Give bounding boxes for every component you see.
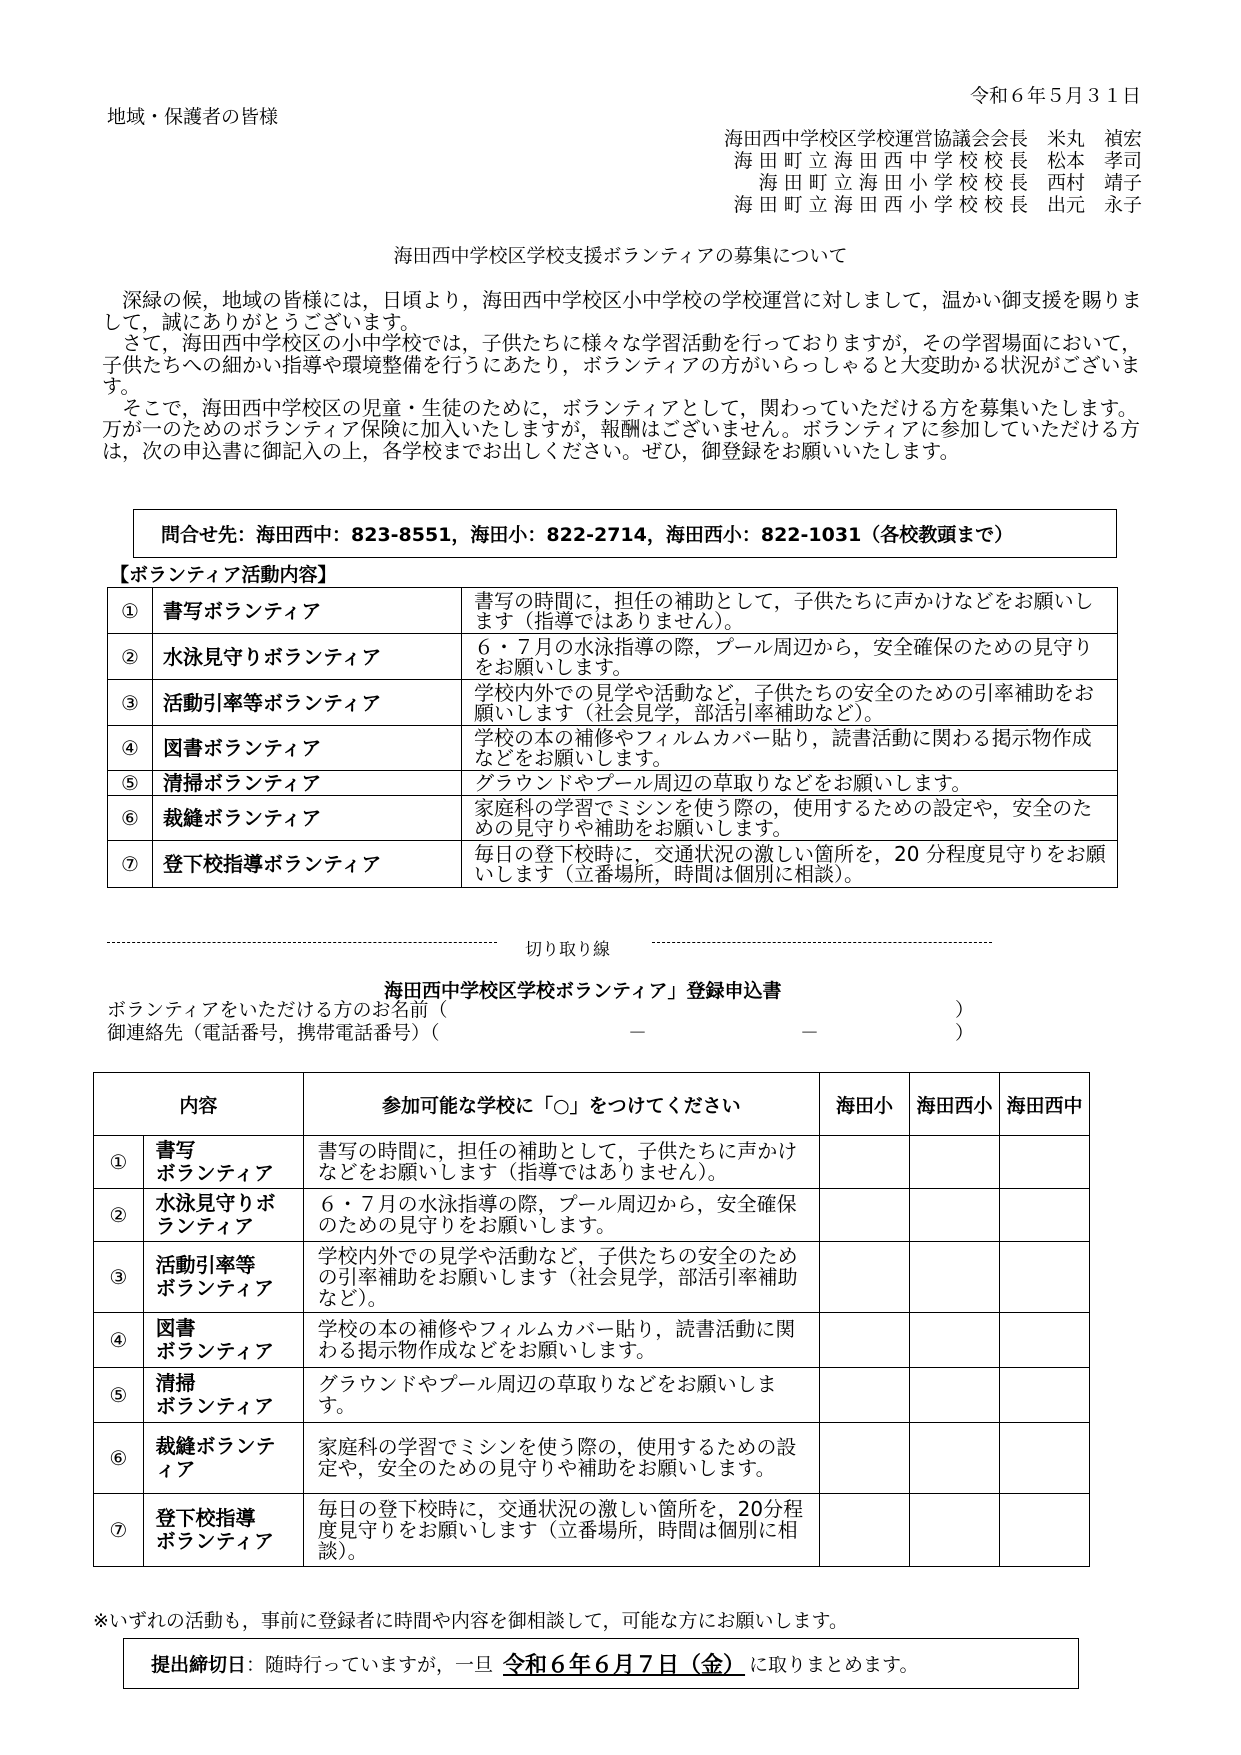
header-school-kaita: 海田小 (820, 1073, 910, 1136)
table-row (108, 680, 1118, 726)
cut-line-label: 切り取り線 (525, 940, 610, 960)
checkbox-cell-kaita-nishi-chu[interactable] (999, 1313, 1089, 1368)
body-paragraph: 深緑の候，地域の皆様には，日頃より，海田西中学校区小中学校の学校運営に対しまして，温かい御支援を賜りまして，誠にありがとうございます。 (102, 288, 1142, 334)
header-instruction: 参加可能な学校に「○」をつけてください (303, 1073, 819, 1136)
table-row (108, 771, 1118, 796)
activity-description: グラウンドやプール周辺の草取りなどをお願いします。 (462, 771, 1118, 796)
row-number: ④ (108, 726, 153, 771)
checkbox-cell-kaita[interactable] (820, 1368, 910, 1423)
activity-description: グラウンドやプール周辺の草取りなどをお願いします。 (303, 1368, 819, 1423)
table-row (108, 726, 1118, 771)
name-field-label[interactable]: ボランティアをいただける方のお名前（ (107, 999, 448, 1021)
activity-name: 裁縫ボランティア (153, 796, 462, 841)
deadline-text-after: に取りまとめます。 (749, 1654, 919, 1676)
table-row (94, 1313, 1090, 1368)
activity-description: 学校内外での見学や活動など，子供たちの安全のための引率補助をお願いします（社会見学，部活引率補助など）。 (462, 680, 1118, 726)
document-date: 令和６年５月３１日 (969, 85, 1141, 107)
checkbox-cell-kaita-nishi[interactable] (910, 1242, 1000, 1313)
row-number: ① (108, 588, 153, 634)
sender-line: 海 田 町 立 海 田 西 中 学 校 校 長 松本 孝司 (733, 150, 1142, 172)
activity-name: 登下校指導ボランティア (153, 841, 462, 888)
checkbox-cell-kaita[interactable] (820, 1423, 910, 1494)
row-number: ⑦ (108, 841, 153, 888)
activity-description: ６・７月の水泳指導の際，プール周辺から，安全確保のための見守りをお願いします。 (462, 634, 1118, 680)
checkbox-cell-kaita-nishi[interactable] (910, 1494, 1000, 1567)
activity-description: 学校の本の補修やフィルムカバー貼り，読書活動に関わる掲示物作成などをお願いします。 (462, 726, 1118, 771)
activity-name: 図書 ボランティア (143, 1313, 303, 1368)
row-number: ① (94, 1136, 144, 1189)
checkbox-cell-kaita-nishi-chu[interactable] (999, 1242, 1089, 1313)
table-row (94, 1189, 1090, 1242)
table-row (94, 1368, 1090, 1423)
checkbox-cell-kaita-nishi[interactable] (910, 1189, 1000, 1242)
document-title: 海田西中学校区学校支援ボランティアの募集について (393, 245, 848, 267)
table-row (108, 796, 1118, 841)
activity-name: 水泳見守りボランティア (153, 634, 462, 680)
contact-box (133, 509, 1117, 558)
deadline-date: 令和６年６月７日（金） (503, 1653, 746, 1678)
row-number: ③ (94, 1242, 144, 1313)
checkbox-cell-kaita-nishi-chu[interactable] (999, 1189, 1089, 1242)
activity-name: 図書ボランティア (153, 726, 462, 771)
phone-field-close: ） (955, 1022, 975, 1044)
header-content: 内容 (94, 1073, 304, 1136)
activity-name: 活動引率等ボランティア (153, 680, 462, 726)
activity-description: 家庭科の学習でミシンを使う際の，使用するための設定や，安全のための見守りや補助をお願いします。 (303, 1423, 819, 1494)
activities-heading: 【ボランティア活動内容】 (110, 564, 337, 586)
sender-line: 海田西中学校区学校運営協議会会長 米丸 禎宏 (723, 128, 1142, 150)
checkbox-cell-kaita-nishi[interactable] (910, 1423, 1000, 1494)
checkbox-cell-kaita[interactable] (820, 1189, 910, 1242)
row-number: ⑦ (94, 1494, 144, 1567)
row-number: ⑥ (108, 796, 153, 841)
checkbox-cell-kaita[interactable] (820, 1242, 910, 1313)
activity-name: 裁縫ボランテ ィア (143, 1423, 303, 1494)
contact-text: 問合せ先：海田西中：823-8551，海田小：822-2714，海田西小：822-1031（各校教頭まで） (161, 524, 1014, 546)
deadline-text-before: ：随時行っていますが，一旦 (246, 1654, 494, 1676)
checkbox-cell-kaita-nishi-chu[interactable] (999, 1423, 1089, 1494)
table-row (94, 1494, 1090, 1567)
activity-name: 登下校指導 ボランティア (143, 1494, 303, 1567)
checkbox-cell-kaita-nishi-chu[interactable] (999, 1136, 1089, 1189)
activity-description: ６・７月の水泳指導の際，プール周辺から，安全確保のための見守りをお願いします。 (303, 1189, 819, 1242)
row-number: ④ (94, 1313, 144, 1368)
activity-name: 清掃ボランティア (153, 771, 462, 796)
row-number: ⑤ (108, 771, 153, 796)
checkbox-cell-kaita-nishi[interactable] (910, 1313, 1000, 1368)
checkbox-cell-kaita[interactable] (820, 1494, 910, 1567)
checkbox-cell-kaita-nishi-chu[interactable] (999, 1368, 1089, 1423)
activity-name: 水泳見守りボ ランティア (143, 1189, 303, 1242)
body-paragraph: さて，海田西中学校区の小中学校では，子供たちに様々な学習活動を行っておりますが，その学習場面において，子供たちへの細かい指導や環境整備を行うにあたり，ボランティアの方がいらっしゃると大変助かる状況がございます。 (102, 331, 1142, 398)
activity-description: 学校の本の補修やフィルムカバー貼り，読書活動に関わる掲示物作成などをお願いします。 (303, 1313, 819, 1368)
activity-description: 学校内外での見学や活動など，子供たちの安全のための引率補助をお願いします（社会見学，部活引率補助など）。 (303, 1242, 819, 1313)
row-number: ③ (108, 680, 153, 726)
body-text (102, 290, 1145, 462)
activity-description: 家庭科の学習でミシンを使う際の，使用するための設定や，安全のための見守りや補助をお願いします。 (462, 796, 1118, 841)
checkbox-cell-kaita[interactable] (820, 1136, 910, 1189)
form-title: 海田西中学校区学校ボランティア」登録申込書 (384, 980, 782, 1002)
addressee: 地域・保護者の皆様 (107, 106, 279, 128)
table-row (94, 1136, 1090, 1189)
activity-name: 清掃 ボランティア (143, 1368, 303, 1423)
activity-name: 書写ボランティア (153, 588, 462, 634)
row-number: ② (108, 634, 153, 680)
checkbox-cell-kaita-nishi-chu[interactable] (999, 1494, 1089, 1567)
table-row (94, 1423, 1090, 1494)
header-school-kaita-nishi-chu: 海田西中 (999, 1073, 1089, 1136)
table-row (94, 1242, 1090, 1313)
deadline-box (123, 1638, 1079, 1689)
table-row (108, 634, 1118, 680)
row-number: ② (94, 1189, 144, 1242)
deadline-label: 提出締切日 (151, 1654, 247, 1676)
activity-description: 毎日の登下校時に，交通状況の激しい箇所を，20 分程度見守りをお願いします（立番場所，時間は個別に相談）。 (462, 841, 1118, 888)
phone-dash: － (800, 1022, 820, 1044)
name-field-close: ） (955, 999, 975, 1021)
body-paragraph: そこで，海田西中学校区の児童・生徒のために，ボランティアとして，関わっていただける方を募集いたします。万が一のためのボランティア保険に加入いたしますが，報酬はございません。ボランティアに参加していただける方は，次の申込書に御記入の上，各学校までお出しください。ぜひ，御登録をお願いいたします。 (102, 395, 1140, 463)
table-row (108, 841, 1118, 888)
activity-description: 毎日の登下校時に，交通状況の激しい箇所を，20分程度見守りをお願いします（立番場所，時間は個別に相談）。 (303, 1494, 819, 1567)
row-number: ⑤ (94, 1368, 144, 1423)
cut-line-dash-left (107, 942, 497, 943)
table-row (108, 588, 1118, 634)
activity-description: 書写の時間に，担任の補助として，子供たちに声かけなどをお願いします（指導ではありません）。 (462, 588, 1118, 634)
checkbox-cell-kaita[interactable] (820, 1313, 910, 1368)
activity-name: 書写 ボランティア (143, 1136, 303, 1189)
phone-dash: － (628, 1022, 648, 1044)
table-header-row (94, 1073, 1090, 1136)
activity-name: 活動引率等 ボランティア (143, 1242, 303, 1313)
activities-table (107, 587, 1118, 888)
activity-description: 書写の時間に，担任の補助として，子供たちに声かけなどをお願いします（指導ではありません）。 (303, 1136, 819, 1189)
phone-field-label[interactable]: 御連絡先（電話番号，携帯電話番号）（ (107, 1022, 440, 1044)
footnote: ※いずれの活動も，事前に登録者に時間や内容を御相談して，可能な方にお願いします。 (93, 1610, 849, 1632)
cut-line-dash-right (652, 942, 992, 943)
sender-line: 海 田 町 立 海 田 西 小 学 校 校 長 出元 永子 (733, 194, 1142, 216)
registration-table (93, 1072, 1090, 1567)
sender-line: 海 田 町 立 海 田 小 学 校 校 長 西村 靖子 (758, 172, 1142, 194)
checkbox-cell-kaita-nishi[interactable] (910, 1368, 1000, 1423)
checkbox-cell-kaita-nishi[interactable] (910, 1136, 1000, 1189)
row-number: ⑥ (94, 1423, 144, 1494)
header-school-kaita-nishi: 海田西小 (910, 1073, 1000, 1136)
